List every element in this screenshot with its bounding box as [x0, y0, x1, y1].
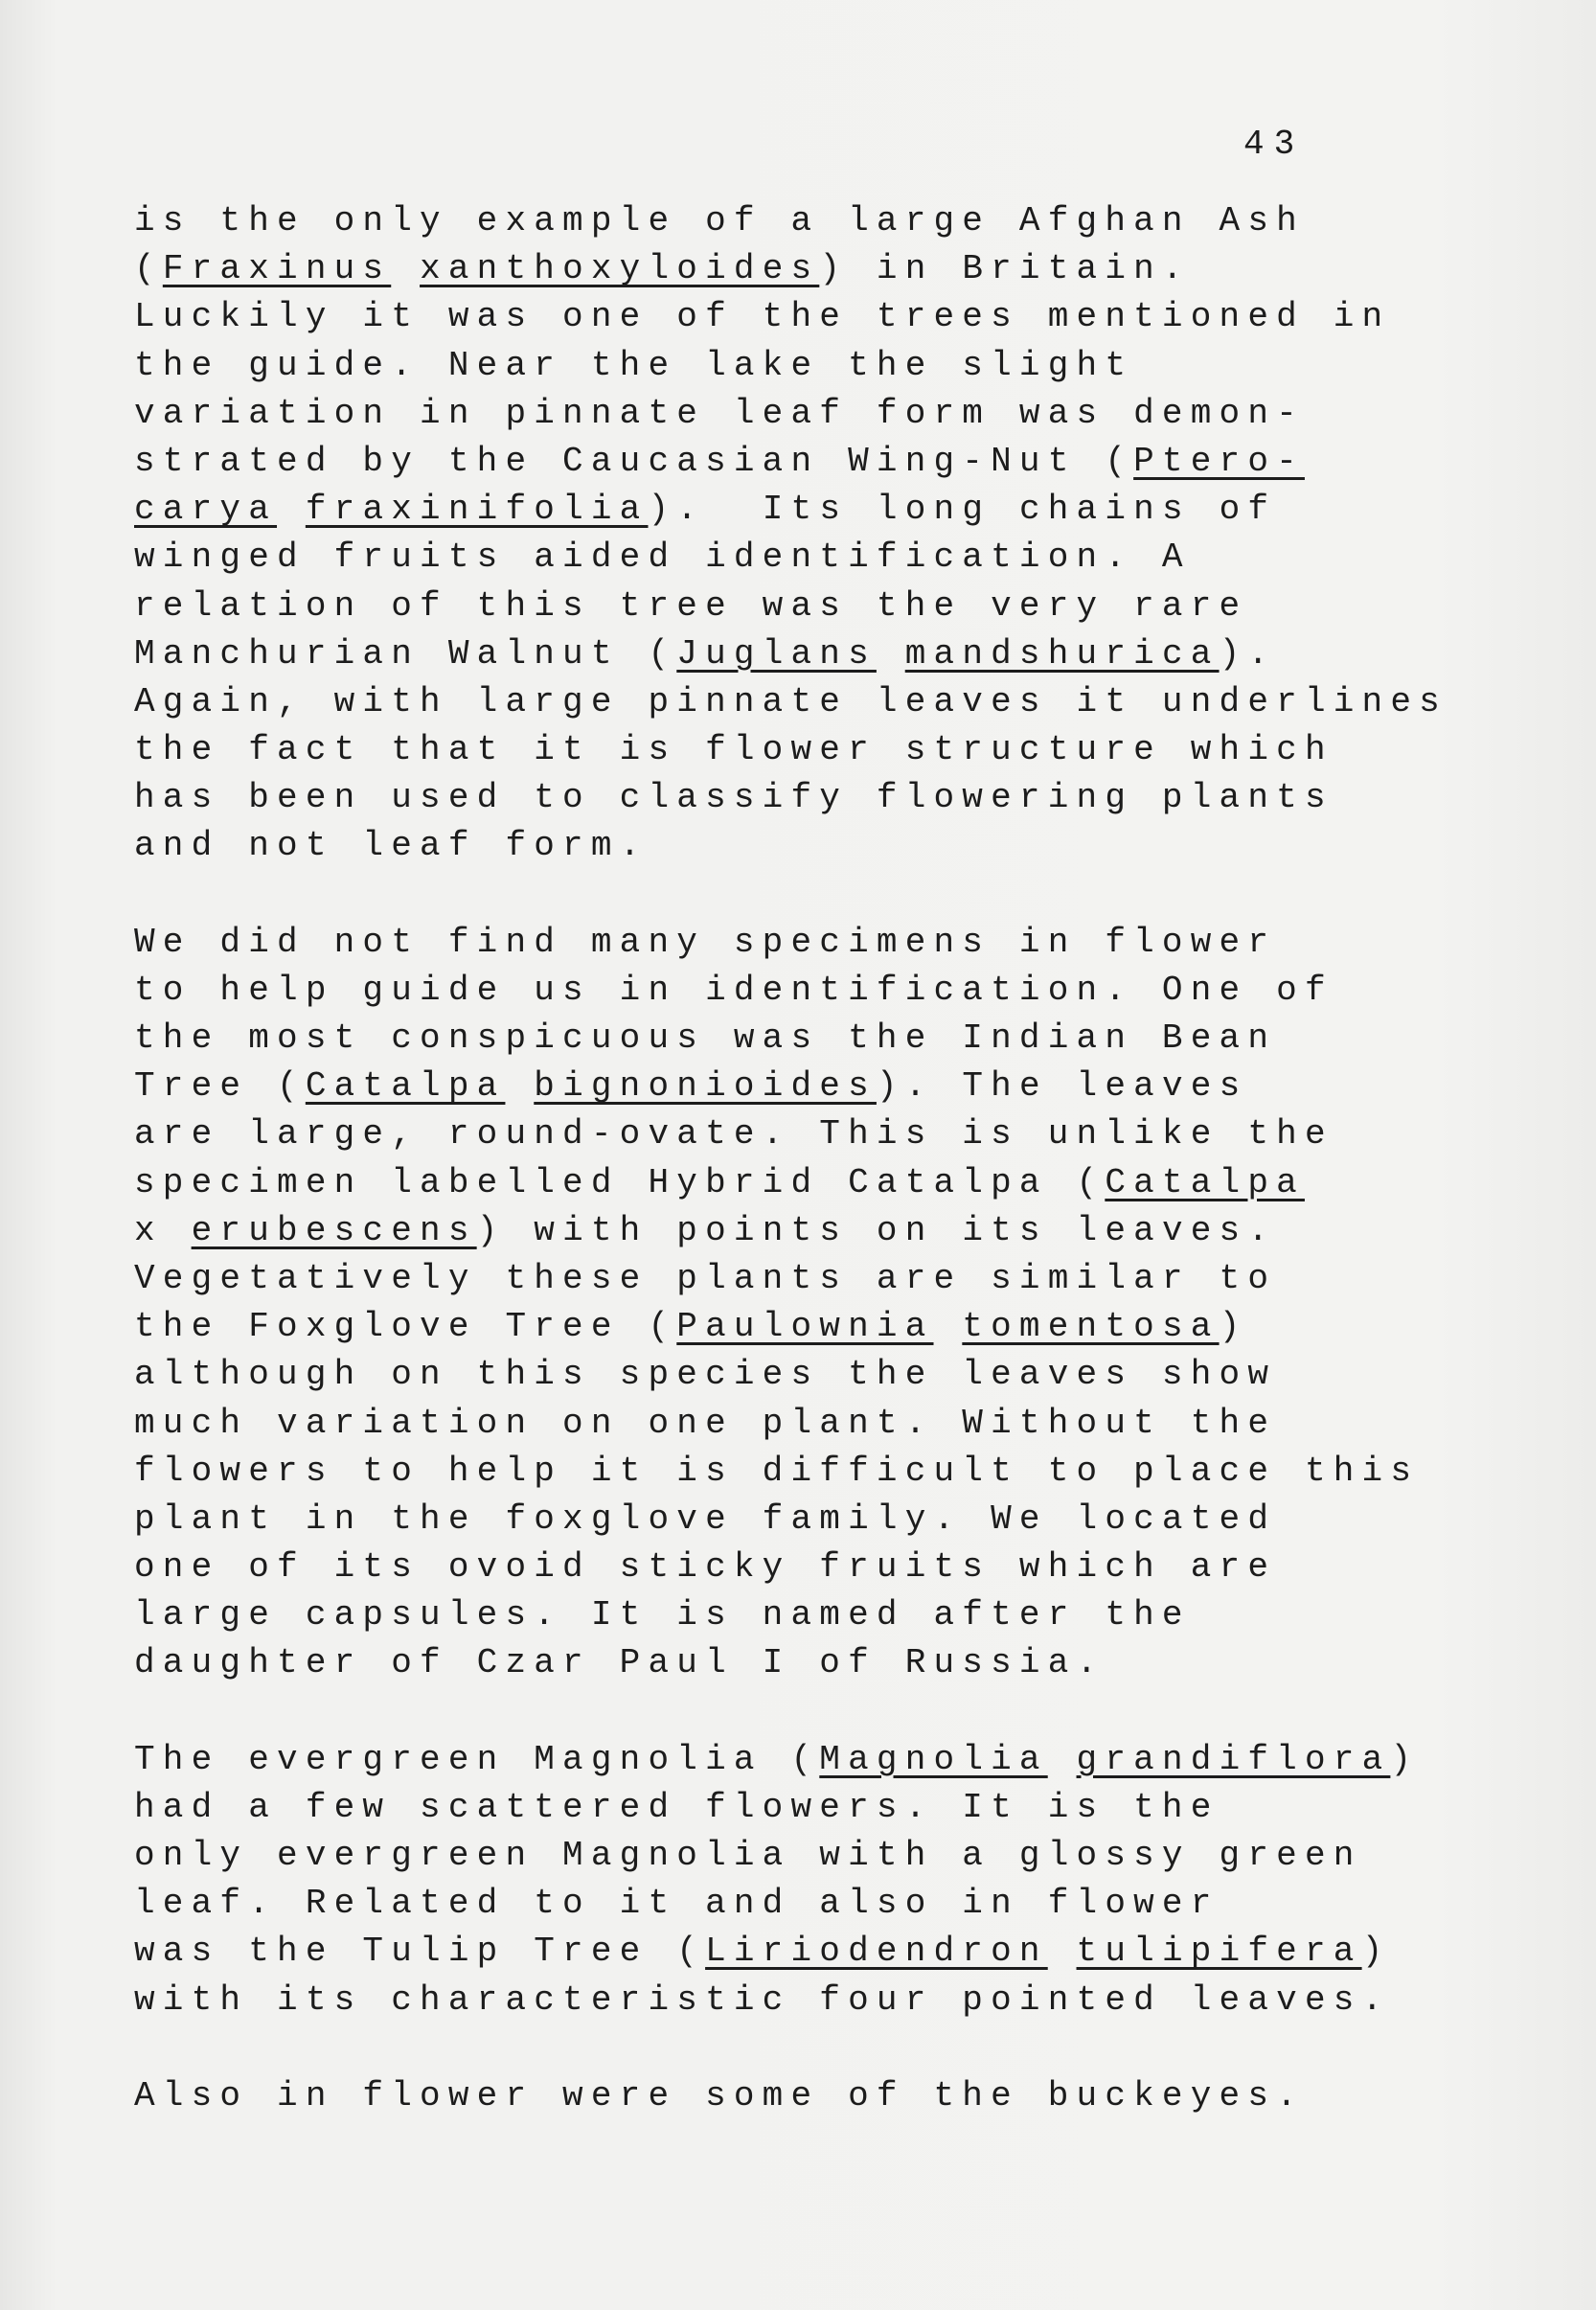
paragraph — [134, 197, 1494, 871]
text-line: although on this species the leaves show — [134, 1355, 1277, 1395]
paragraph — [134, 2072, 1494, 2120]
paragraph — [134, 1736, 1494, 2024]
text-line: the Foxglove Tree (Paulownia tomentosa) — [134, 1307, 1248, 1347]
underlined-species-name: Catalpa — [1105, 1162, 1305, 1202]
text-line: variation in pinnate leaf form was demon- — [134, 393, 1305, 433]
underlined-species-name: tomentosa — [962, 1307, 1220, 1347]
underlined-species-name: Liriodendron — [705, 1932, 1048, 1972]
text-line: has been used to classify flowering plants — [134, 778, 1334, 818]
text-line: x erubescens) with points on its leaves. — [134, 1210, 1277, 1250]
paragraph — [134, 919, 1494, 1688]
text-line: had a few scattered flowers. It is the — [134, 1787, 1220, 1827]
text-line: The evergreen Magnolia (Magnolia grandiflora) — [134, 1739, 1420, 1779]
underlined-species-name: Fraxinus — [162, 249, 392, 289]
underlined-species-name: Paulownia — [676, 1307, 934, 1347]
text-line: winged fruits aided identification. A — [134, 537, 1191, 578]
underlined-species-name: Juglans — [676, 633, 877, 674]
text-line: the fact that it is flower structure which — [134, 730, 1334, 770]
text-line: Also in flower were some of the buckeyes. — [134, 2075, 1305, 2116]
text-line: was the Tulip Tree (Liriodendron tulipifera) — [134, 1932, 1391, 1972]
text-line: flowers to help it is difficult to place this — [134, 1451, 1420, 1491]
underlined-species-name: xanthoxyloides — [420, 249, 820, 289]
text-line: strated by the Caucasian Wing-Nut (Ptero- — [134, 441, 1305, 481]
underlined-species-name: tulipifera — [1076, 1932, 1362, 1972]
page-number: 43 — [1243, 125, 1305, 164]
underlined-species-name: Ptero- — [1133, 441, 1305, 481]
text-line: relation of this tree was the very rare — [134, 585, 1248, 626]
underlined-species-name: bignonioides — [534, 1066, 877, 1107]
text-line: with its characteristic four pointed leaves. — [134, 1979, 1391, 2020]
underlined-species-name: carya — [134, 490, 278, 530]
text-line: (Fraxinus xanthoxyloides) in Britain. — [134, 249, 1191, 289]
underlined-species-name: mandshurica — [904, 633, 1220, 674]
underlined-species-name: Catalpa — [305, 1066, 506, 1107]
underlined-species-name: fraxinifolia — [305, 490, 649, 530]
underlined-species-name: grandiflora — [1076, 1739, 1391, 1779]
underlined-species-name: erubescens — [191, 1210, 477, 1250]
text-line: We did not find many specimens in flower — [134, 922, 1277, 962]
text-line: Again, with large pinnate leaves it underlines — [134, 681, 1448, 721]
text-line: Tree (Catalpa bignonioides). The leaves — [134, 1066, 1248, 1107]
text-line: and not leaf form. — [134, 826, 649, 866]
body-text — [134, 197, 1494, 2168]
text-line: Vegetatively these plants are similar to — [134, 1258, 1277, 1298]
text-line: is the only example of a large Afghan Ash — [134, 201, 1305, 240]
text-line: are large, round-ovate. This is unlike the — [134, 1114, 1334, 1155]
text-line: Luckily it was one of the trees mentioned in — [134, 297, 1391, 337]
text-line: plant in the foxglove family. We located — [134, 1498, 1277, 1539]
text-line: specimen labelled Hybrid Catalpa (Catalpa — [134, 1162, 1305, 1202]
text-line: carya fraxinifolia). Its long chains of — [134, 490, 1277, 530]
text-line: only evergreen Magnolia with a glossy green — [134, 1836, 1362, 1875]
text-line: to help guide us in identification. One of — [134, 970, 1334, 1010]
text-line: Manchurian Walnut (Juglans mandshurica). — [134, 633, 1277, 674]
text-line: the guide. Near the lake the slight — [134, 345, 1134, 385]
text-line: the most conspicuous was the Indian Bean — [134, 1018, 1277, 1058]
text-line: much variation on one plant. Without the — [134, 1403, 1277, 1443]
text-line: one of its ovoid sticky fruits which are — [134, 1547, 1277, 1588]
text-line: large capsules. It is named after the — [134, 1595, 1191, 1635]
underlined-species-name: Magnolia — [819, 1739, 1048, 1779]
text-line: leaf. Related to it and also in flower — [134, 1884, 1220, 1924]
text-line: daughter of Czar Paul I of Russia. — [134, 1643, 1106, 1683]
